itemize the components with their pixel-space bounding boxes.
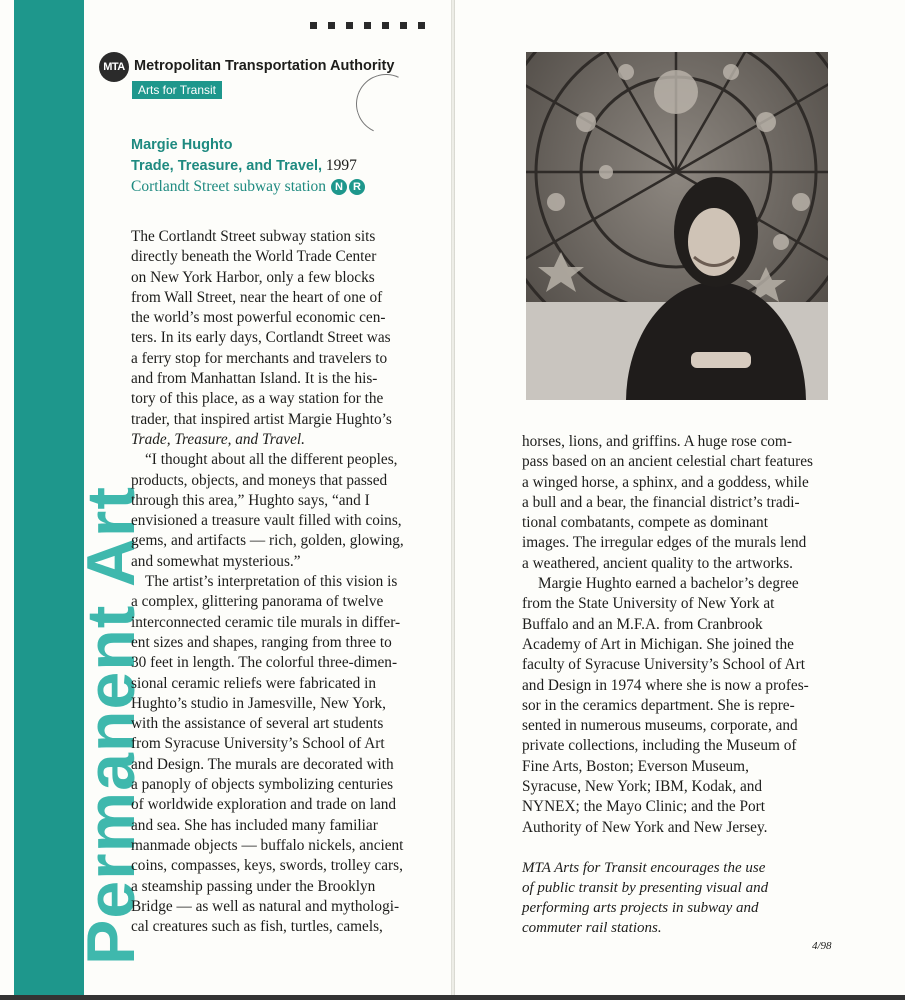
text-line: ters. In its early days, Cortlandt Street was	[131, 329, 391, 347]
page-fold	[451, 0, 455, 1000]
text-line: of worldwide exploration and trade on land	[131, 796, 397, 814]
footer-note	[522, 858, 768, 938]
text-line: with the assistance of several art students	[131, 715, 384, 733]
page-code: 4/98	[812, 940, 832, 952]
text-line: from Syracuse University’s School of Art	[131, 735, 385, 753]
text-line: a complex, glittering panorama of twelve	[131, 593, 384, 611]
footer-line: commuter rail stations.	[522, 920, 662, 936]
text-line: manmade objects — buffalo nickels, ancient	[131, 836, 404, 854]
text-line: images. The irregular edges of the murals lend	[522, 534, 807, 552]
perforation-dots	[310, 22, 425, 29]
text-line: Academy of Art in Michigan. She joined the	[522, 635, 794, 653]
text-line: a panoply of objects symbolizing centuries	[131, 776, 394, 794]
footer-line: performing arts projects in subway and	[522, 900, 759, 916]
text-line: The Cortlandt Street subway station sits	[131, 228, 376, 245]
text-line: sor in the ceramics department. She is repre-	[522, 696, 795, 714]
text-line: a ferry stop for merchants and travelers to	[131, 349, 388, 367]
text-line: 30 feet in length. The colorful three-dimen-	[131, 654, 398, 672]
artist-photo	[526, 52, 828, 400]
text-line: a steamship passing under the Brooklyn	[131, 877, 376, 895]
text-line: a winged horse, a sphinx, and a goddess, while	[522, 473, 809, 491]
text-line: Authority of New York and New Jersey.	[522, 818, 768, 836]
text-line: horses, lions, and griffins. A huge rose com-	[522, 433, 792, 450]
station-line	[131, 178, 365, 196]
text-line: products, objects, and moneys that passed	[131, 471, 388, 489]
mta-logo-icon: MTA	[99, 52, 129, 82]
text-line: Fine Arts, Boston; Everson Museum,	[522, 757, 749, 775]
text-line: on New York Harbor, only a few blocks	[131, 268, 375, 286]
text-line: “I thought about all the different peoples,	[145, 451, 398, 469]
org-name: Metropolitan Transportation Authority	[134, 58, 395, 74]
text-line: faculty of Syracuse University’s School of Art	[522, 656, 805, 674]
text-line: Buffalo and an M.F.A. from Cranbrook	[522, 615, 763, 633]
text-line: and Design in 1974 where she is now a profes-	[522, 676, 809, 694]
text-line: Bridge — as well as natural and mythologi-	[131, 897, 400, 915]
program-badge: Arts for Transit	[132, 81, 222, 99]
text-line: and sea. She has included many familiar	[131, 816, 378, 834]
text-line: Syracuse, New York; IBM, Kodak, and	[522, 778, 763, 796]
text-line: a weathered, ancient quality to the artworks.	[522, 554, 793, 572]
text-line: NYNEX; the Mayo Clinic; and the Port	[522, 798, 766, 816]
strip-title: Permanent Art	[73, 485, 149, 965]
text-line: private collections, including the Museum of	[522, 737, 797, 755]
text-line: from Wall Street, near the heart of one of	[131, 288, 383, 306]
text-line: The artist’s interpretation of this vision is	[145, 573, 398, 591]
text-line: and somewhat mysterious.”	[131, 552, 301, 570]
text-line: Trade, Treasure, and Travel.	[131, 430, 305, 448]
work-title-line	[131, 157, 357, 175]
text-line: directly beneath the World Trade Center	[131, 248, 377, 266]
right-body-text	[522, 432, 842, 838]
text-line: tional combatants, compete as dominant	[522, 514, 768, 532]
text-line: sional ceramic reliefs were fabricated in	[131, 674, 377, 692]
text-line: coins, compasses, keys, swords, trolley cars,	[131, 857, 403, 875]
text-line: tory of this place, as a way station for the	[131, 390, 384, 408]
r-line-icon: R	[349, 179, 365, 195]
text-line: sented in numerous museums, corporate, and	[522, 717, 798, 735]
work-year: 1997	[325, 157, 357, 174]
text-line: cal creatures such as fish, turtles, camels,	[131, 918, 383, 936]
text-line: from the State University of New York at	[522, 595, 775, 613]
text-line: Margie Hughto earned a bachelor’s degree	[538, 575, 799, 593]
footer-line: MTA Arts for Transit encourages the use	[522, 860, 766, 876]
text-line: and from Manhattan Island. It is the his-	[131, 370, 378, 388]
text-line: and Design. The murals are decorated with	[131, 755, 394, 773]
artist-name: Margie Hughto	[131, 137, 233, 153]
text-line: ent sizes and shapes, ranging from three to	[131, 633, 392, 651]
text-line: the world’s most powerful economic cen-	[131, 309, 386, 327]
text-line: trader, that inspired artist Margie Hughto’s	[131, 410, 392, 428]
text-line: a bull and a bear, the financial district’s tradi-	[522, 493, 800, 511]
work-title: Trade, Treasure, and Travel,	[131, 158, 323, 174]
left-body-text	[131, 227, 421, 937]
text-line: Hughto’s studio in Jamesville, New York,	[131, 694, 386, 712]
text-line: envisioned a treasure vault filled with coins,	[131, 512, 402, 530]
text-line: pass based on an ancient celestial chart features	[522, 453, 813, 471]
n-line-icon: N	[331, 179, 347, 195]
text-line: gems, and artifacts — rich, golden, glowing,	[131, 532, 404, 550]
footer-line: of public transit by presenting visual and	[522, 880, 769, 896]
station-name: Cortlandt Street subway station	[131, 178, 327, 195]
text-line: through this area,” Hughto says, “and I	[131, 491, 370, 509]
text-line: interconnected ceramic tile murals in differ-	[131, 613, 401, 631]
bottom-edge	[0, 995, 905, 1000]
